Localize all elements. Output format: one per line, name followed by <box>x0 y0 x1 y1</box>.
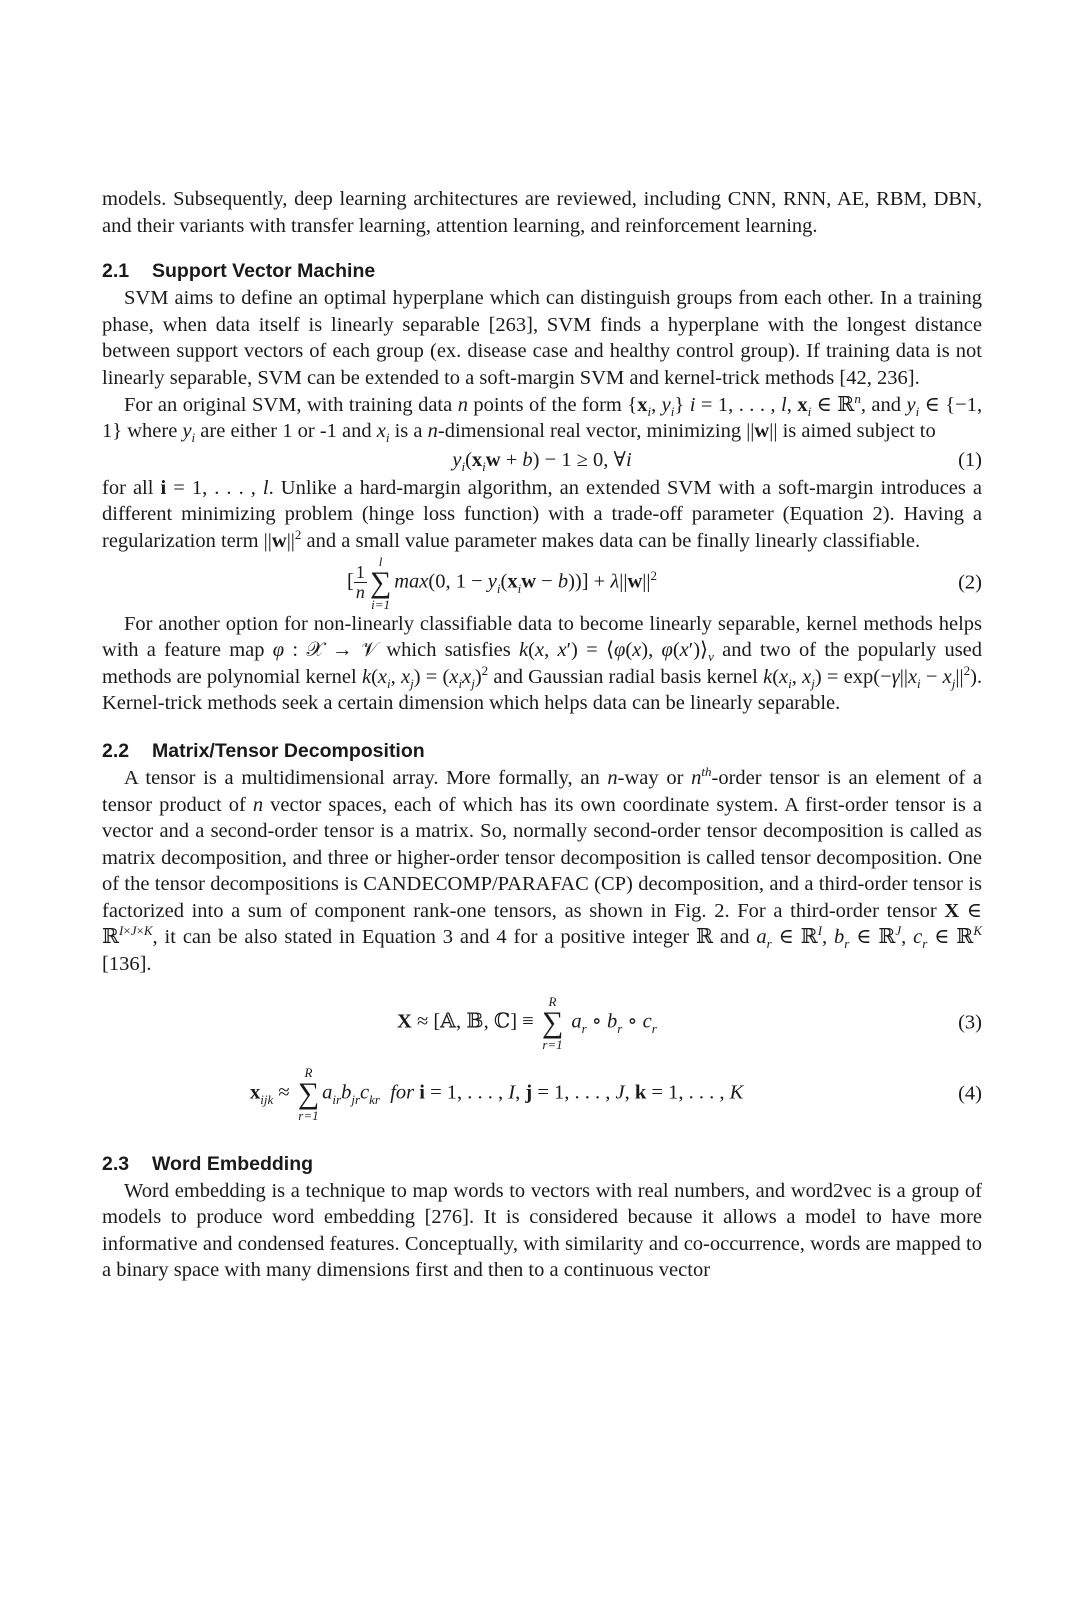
section-title: Matrix/Tensor Decomposition <box>152 739 425 762</box>
equation-number: (3) <box>958 1011 982 1034</box>
svm-paragraph-4: For another option for non-linearly classifiable data to become linearly separable, kernel methods helps with a feature map φ : 𝒳 → 𝒱 which satisfies k(x, x′) = ⟨φ(x), $\varphi(x')⟩_v$ and two of the popularly used methods are polynomial kernel $k(x_i$, $x_j) = (x_ix_j)^2$ and Gaussian radial basis kernel $k(x_i$, $x_j) = \exp(-\gamma||x_i - x_j||^2)$. Kernel-trick methods seek a certain dimension which helps data can be linearly separable. <box>102 612 983 715</box>
svm-paragraph-1: SVM aims to define an optimal hyperplane which can distinguish groups from each other. In a training phase, when data itself is linearly separable [263], SVM finds a hyperplane with the longest distance between support vectors of each group (ex. disease case and healthy control group). If training data is not linearly separable, SVM can be extended to a soft-margin SVM and kernel-trick methods [42, 236]. <box>102 287 982 389</box>
equation-4: $x_{ijk}$ ≈ R ∑ r=1 $a_{ir}b_{jr}c_{kr}$ for i = 1, . . . , I, j = 1, . . . , J, k = 1, . . . , K (4) <box>250 1064 982 1123</box>
equation-number: (1) <box>958 448 982 471</box>
section-heading-svm <box>102 257 982 285</box>
intro-paragraph: models. Subsequently, deep learning architectures are reviewed, including CNN, RNN, AE, RBM, DBN, and their variants with transfer learning, attention learning, and reinforcement learning. <box>102 188 982 237</box>
equation-2: [ $\frac{1}{n}$ l ∑ i=1 max(0, $1 - y_i(x_iw - b))] + \lambda||w||^2$ (2) <box>347 553 982 612</box>
equation-number: (4) <box>958 1082 982 1105</box>
section-number: 2.2 <box>102 739 130 762</box>
section-title: Support Vector Machine <box>152 260 376 283</box>
paper-page <box>102 186 982 1284</box>
section-heading-tensor <box>102 737 982 765</box>
equation-3: X ≈ [𝔸, 𝔹, ℂ] ≡ R ∑ r=1 $a_r$ ∘ $b_r$ ∘ $c_r$ (3) <box>397 993 982 1052</box>
section-heading-word-embedding <box>102 1150 982 1178</box>
section-number: 2.1 <box>102 260 130 283</box>
tensor-paragraph-1: A tensor is a multidimensional array. More formally, an n-way or $n^{th}$-order tensor is an element of a tensor product of n vector spaces, each of which has its own coordinate system. A first-order tensor is a vector and a second-order tensor is a matrix. So, normally second-order tensor decomposition is called as matrix decomposition, and three or higher-order tensor decomposition is called tensor decomposition. One of the tensor decompositions is CANDECOMP/PARAFAC (CP) decomposition, and a third-order tensor is factorized into a sum of component rank-one tensors, as shown in Fig. 2. For a third-order tensor X ∈ ℝ$^{I\times J\times K}$, it can be also stated in Equation 3 and 4 for a positive integer ℝ and $a_r$ ∈ ℝ$^I$, $b_r$ ∈ ℝ$^J$, $c_r$ ∈ ℝ$^K$ [136]. <box>102 764 983 976</box>
section-number: 2.3 <box>102 1152 130 1175</box>
word-embedding-paragraph-1: Word embedding is a technique to map words to vectors with real numbers, and word2vec is a group of models to produce word embedding [276]. It is considered because it allows a model to have more informative and condensed features. Conceptually, with similarity and co-occurrence, words are mapped to a binary space with many dimensions first and then to a continuous vector <box>102 1179 982 1282</box>
section-title: Word Embedding <box>152 1152 314 1175</box>
svm-paragraph-2: For an original SVM, with training data n points of the form {$x_i$, $y_i$} i = 1, . . . , l, $x_i$ ∈ ℝ$^n$, and $y_i$ ∈ {−1, 1} where $y_i$ are either 1 or -1 and $x_i$ is a n-dimensional real vector, minimizing ||w|| is aimed subject to <box>102 390 983 446</box>
svm-paragraph-3: for all i = 1, . . . , l. Unlike a hard-margin algorithm, an extended SVM with a soft-margin introduces a different minimizing problem (hinge loss function) with a trade-off parameter (Equation 2). Having a regularization term $||w||^2$ and a small value parameter makes data can be finally linearly classifiable. <box>102 476 983 552</box>
equation-number: (2) <box>958 571 982 594</box>
equation-1: $y_i(x_iw + b) - 1 \ge 0$, ∀i (1) <box>102 445 982 475</box>
